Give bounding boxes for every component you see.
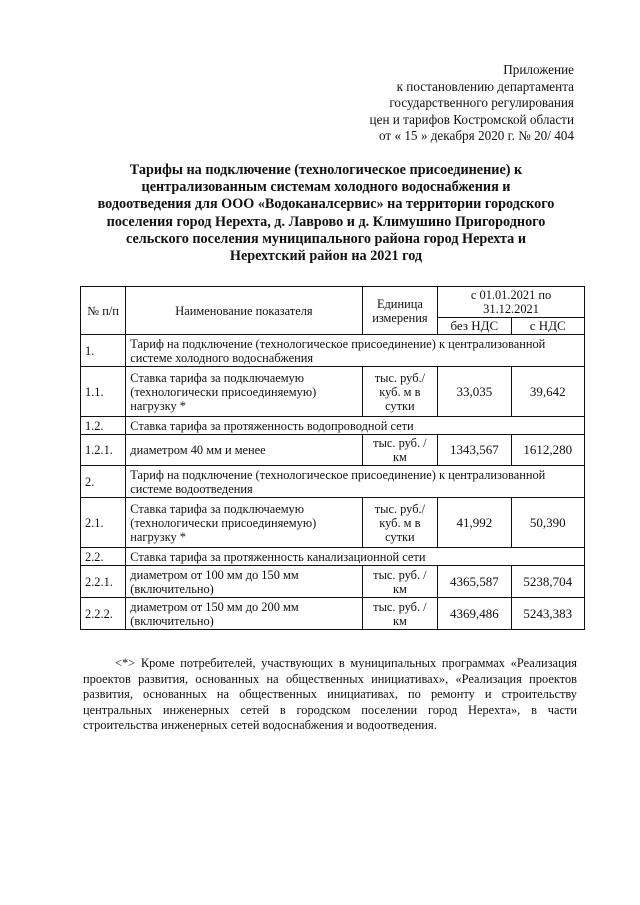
- title-line: поселения город Нерехта, д. Лаврово и д. Климушино Пригородного: [106, 213, 546, 230]
- row-name: Ставка тарифа за подключаемую (технологически присоединяемую) нагрузку *: [126, 498, 362, 548]
- title-line: централизованным системам холодного водоснабжения и: [141, 179, 511, 196]
- row-num: 2.2.: [81, 548, 126, 566]
- document-title: [70, 162, 582, 265]
- row-num: 1.1.: [81, 367, 126, 417]
- row-name: диаметром от 100 мм до 150 мм (включительно): [126, 566, 362, 598]
- row-name: Ставка тарифа за подключаемую (технологически присоединяемую) нагрузку *: [126, 367, 362, 417]
- row-num: 1.2.: [81, 417, 126, 435]
- appendix-line: к постановлению департамента: [396, 78, 574, 94]
- table-row: [81, 417, 585, 435]
- header-name: Наименование показателя: [126, 287, 362, 335]
- row-value-with-vat: 39,642: [511, 367, 584, 417]
- row-unit: тыс. руб. /км: [362, 566, 437, 598]
- table-row: [81, 335, 585, 367]
- row-value-no-vat: 4369,486: [438, 598, 511, 630]
- row-value-no-vat: 1343,567: [438, 435, 511, 466]
- row-num: 2.1.: [81, 498, 126, 548]
- row-value-with-vat: 1612,280: [511, 435, 584, 466]
- table-row: [81, 435, 585, 466]
- row-unit: тыс. руб./ куб. м в сутки: [362, 498, 437, 548]
- row-num: 1.2.1.: [81, 435, 126, 466]
- appendix-line: Приложение: [503, 62, 574, 77]
- row-value-no-vat: 41,992: [438, 498, 511, 548]
- title-line: Нерехтский район на 2021 год: [229, 248, 423, 265]
- appendix-header: [274, 62, 574, 145]
- table-row: [81, 367, 585, 417]
- table-row: [81, 466, 585, 498]
- row-name: Ставка тарифа за протяженность канализационной сети: [126, 548, 585, 566]
- row-value-with-vat: 50,390: [511, 498, 584, 548]
- header-unit: Единица измерения: [362, 287, 437, 335]
- header-with-vat: с НДС: [511, 318, 584, 335]
- row-value-with-vat: 5238,704: [511, 566, 584, 598]
- row-num: 2.2.1.: [81, 566, 126, 598]
- title-line: водоотведения для ООО «Водоканалсервис» на территории городского: [97, 196, 555, 213]
- footnote: <*> Кроме потребителей, участвующих в муниципальных программах «Реализация проектов развития, основанных на общественных инициативах», «Реализация проектов развития, основанных на общественных инициативах, по ремонту и строительству центральных инженерных сетей в городском поселении город Нерехта», в части строительства инженерных сетей водоснабжения и водоотведения.: [83, 656, 577, 733]
- table-row: [81, 566, 585, 598]
- appendix-line: государственного регулирования: [389, 95, 574, 111]
- row-name: Тариф на подключение (технологическое присоединение) к централизованной системе холодного водоснабжения: [126, 335, 585, 367]
- appendix-line: от « 15 » декабря 2020 г. № 20/ 404: [378, 128, 574, 144]
- title-line: сельского поселения муниципального района город Нерехта и: [126, 230, 526, 247]
- row-value-with-vat: 5243,383: [511, 598, 584, 630]
- row-num: 2.2.2.: [81, 598, 126, 630]
- row-name: диаметром 40 мм и менее: [126, 435, 362, 466]
- row-unit: тыс. руб. /км: [362, 598, 437, 630]
- row-unit: тыс. руб./ куб. м в сутки: [362, 367, 437, 417]
- row-value-no-vat: 4365,587: [438, 566, 511, 598]
- row-unit: тыс. руб. /км: [362, 435, 437, 466]
- tariff-table: [80, 286, 585, 630]
- row-name: Тариф на подключение (технологическое присоединение) к централизованной системе водоотведения: [126, 466, 585, 498]
- table-header-row: [81, 287, 585, 318]
- row-name: диаметром от 150 мм до 200 мм (включительно): [126, 598, 362, 630]
- row-num: 1.: [81, 335, 126, 367]
- row-value-no-vat: 33,035: [438, 367, 511, 417]
- header-period: с 01.01.2021 по 31.12.2021: [438, 287, 585, 318]
- row-name: Ставка тарифа за протяженность водопроводной сети: [126, 417, 585, 435]
- title-line: Тарифы на подключение (технологическое присоединение) к: [129, 162, 523, 178]
- header-no-vat: без НДС: [438, 318, 511, 335]
- table-row: [81, 598, 585, 630]
- table-row: [81, 548, 585, 566]
- row-num: 2.: [81, 466, 126, 498]
- header-num: № п/п: [81, 287, 126, 335]
- appendix-line: цен и тарифов Костромской области: [369, 111, 574, 127]
- table-row: [81, 498, 585, 548]
